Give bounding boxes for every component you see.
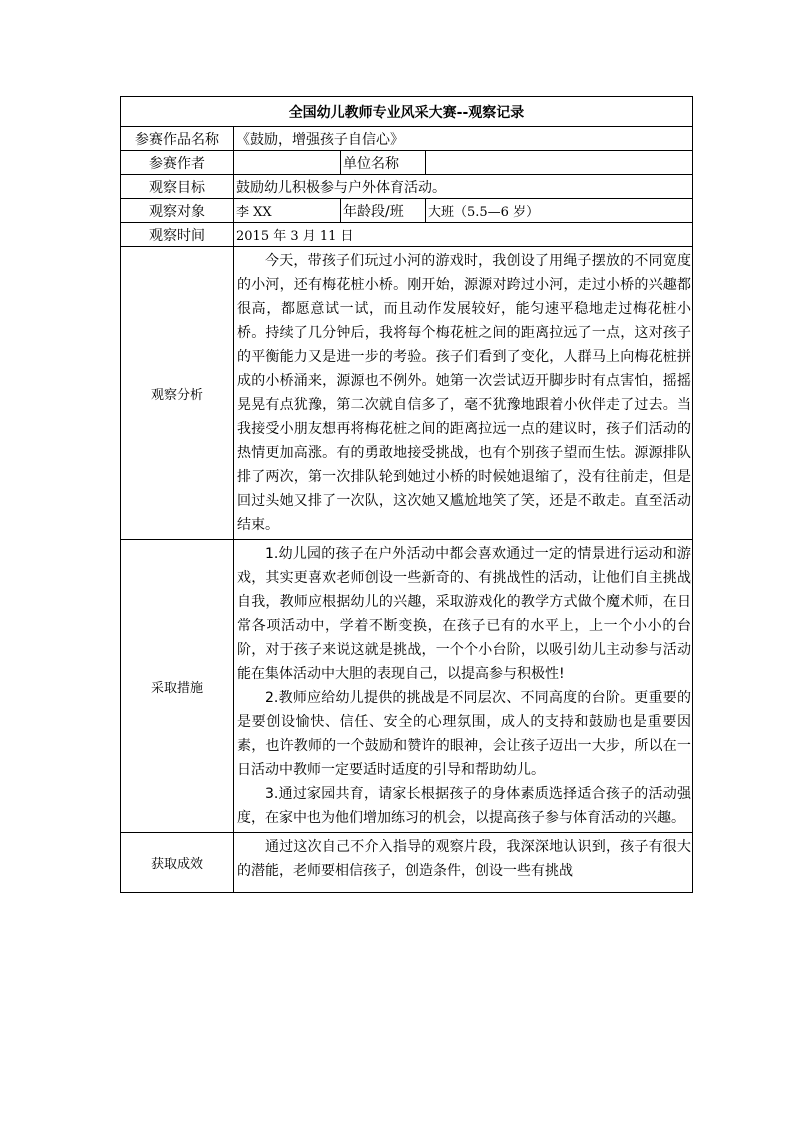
goal-label: 观察目标 — [121, 175, 234, 199]
time-value: 2015 年 3 月 11 日 — [234, 223, 693, 247]
goal-value: 鼓励幼儿积极参与户外体育活动。 — [234, 175, 693, 199]
author-value — [234, 151, 341, 175]
time-label: 观察时间 — [121, 223, 234, 247]
measures-paragraph-1: 1.幼儿园的孩子在户外活动中都会喜欢通过一定的情景进行运动和游戏，其实更喜欢老师创设一些新奇的、有挑战性的活动，让他们自主挑战自我，教师应根据幼儿的兴趣，采取游戏化的教学方式做个魔术师，在日常各项活动中，学着不断变换，在孩子已有的水平上，上一个小小的台阶，对于孩子来说这就是挑战，一个个小台阶，以吸引幼儿主动参与活动能在集体活动中大胆的表现自己，以提高参与积极性! — [237, 546, 691, 682]
age-group-label: 年龄段/班 — [341, 199, 426, 223]
work-name-label: 参赛作品名称 — [121, 127, 234, 151]
age-group-value: 大班（5.5—6 岁） — [426, 199, 693, 223]
results-text — [234, 833, 693, 893]
subject-value: 李 XX — [234, 199, 341, 223]
document-title: 全国幼儿教师专业风采大赛--观察记录 — [121, 97, 693, 127]
unit-name-value — [426, 151, 693, 175]
analysis-label: 观察分析 — [121, 247, 234, 540]
analysis-paragraph: 今天，带孩子们玩过小河的游戏时，我创设了用绳子摆放的不同宽度的小河，还有梅花桩小桥。刚开始，源源对跨过小河，走过小桥的兴趣都很高，都愿意试一试，而且动作发展较好，能匀速平稳地走过梅花桩小桥。持续了几分钟后，我将每个梅花桩之间的距离拉远了一点，这对孩子的平衡能力又是进一步的考验。孩子们看到了变化，人群马上向梅花桩拼成的小桥涌来，源源也不例外。她第一次尝试迈开脚步时有点害怕，摇摇晃晃有点犹豫，第二次就自信多了，毫不犹豫地跟着小伙伴走了过去。当我接受小朋友想再将梅花桩之间的距离拉远一点的建议时，孩子们活动的热情更加高涨。有的勇敢地接受挑战，也有个别孩子望而生怯。源源排队排了两次，第一次排队轮到她过小桥的时候她退缩了，没有往前走，但是回过头她又排了一次队，这次她又尴尬地笑了笑，还是不敢走。直至活动结束。 — [237, 253, 691, 533]
measures-paragraph-3: 3.通过家园共育，请家长根据孩子的身体素质选择适合孩子的活动强度，在家中也为他们增加练习的机会，以提高孩子参与体育活动的兴趣。 — [237, 786, 691, 826]
results-label: 获取成效 — [121, 833, 234, 893]
unit-name-label: 单位名称 — [341, 151, 426, 175]
observation-record-table — [120, 96, 693, 893]
subject-label: 观察对象 — [121, 199, 234, 223]
work-name-value: 《鼓励，增强孩子自信心》 — [234, 127, 693, 151]
measures-label: 采取措施 — [121, 540, 234, 833]
results-paragraph: 通过这次自己不介入指导的观察片段，我深深地认识到，孩子有很大的潜能，老师要相信孩子，创造条件，创设一些有挑战 — [237, 839, 691, 879]
analysis-text — [234, 247, 693, 540]
measures-paragraph-2: 2.教师应给幼儿提供的挑战是不同层次、不同高度的台阶。更重要的是要创设愉快、信任、安全的心理氛围，成人的支持和鼓励也是重要因素，也许教师的一个鼓励和赞许的眼神，会让孩子迈出一大步，所以在一日活动中教师一定要适时适度的引导和帮助幼儿。 — [237, 690, 691, 778]
measures-text — [234, 540, 693, 833]
author-label: 参赛作者 — [121, 151, 234, 175]
